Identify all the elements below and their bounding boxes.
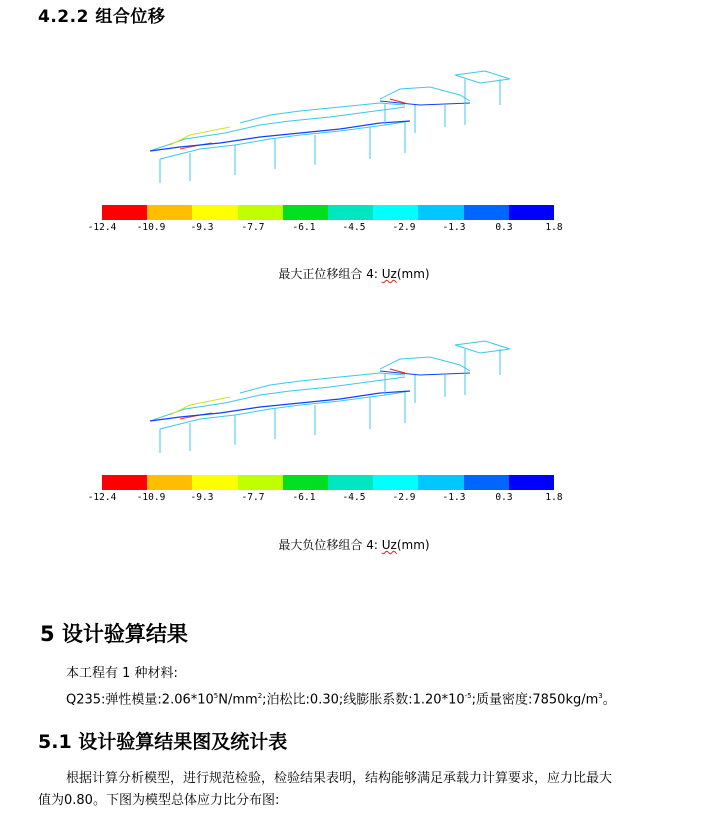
color-legend-bar-1 — [102, 205, 554, 220]
legend-tick: -9.3 — [190, 492, 214, 503]
legend-tick: -6.1 — [292, 492, 316, 503]
body-paragraph: 根据计算分析模型，进行规范检验，检验结果表明，结构能够满足承载力计算要求，应力比最大值为0.80。下图为模型总体应力比分布图: — [38, 771, 613, 808]
color-swatch — [102, 475, 147, 490]
color-swatch — [418, 475, 463, 490]
legend-tick: 0.3 — [495, 492, 513, 503]
legend-tick: -10.9 — [136, 222, 166, 233]
color-swatch — [509, 475, 554, 490]
color-swatch — [373, 475, 418, 490]
legend-tick: 1.8 — [545, 492, 563, 503]
section-heading-4-2-2: 4.2.2 组合位移 — [38, 7, 166, 27]
color-legend-bar-2 — [102, 475, 554, 490]
color-swatch — [147, 475, 192, 490]
legend-tick: -1.3 — [442, 492, 466, 503]
color-swatch — [102, 205, 147, 220]
section-heading-5-1: 5.1 设计验算结果图及统计表 — [38, 731, 288, 753]
color-swatch — [464, 475, 509, 490]
color-swatch — [192, 475, 237, 490]
material-q235-line: Q235:弹性模量$:2.06*10^5N/mm^2$;泊松比:0.30;线膨胀系数$:1.20*10^{-5}$;质量密度$:7850kg/m^3$。 — [66, 692, 616, 708]
legend-tick: -12.4 — [87, 492, 117, 503]
legend-tick: -4.5 — [342, 222, 366, 233]
figure-caption-2: 最大负位移组合 4: Uz(mm) — [278, 538, 430, 552]
color-swatch — [509, 205, 554, 220]
legend-tick: 0.3 — [495, 222, 513, 233]
color-swatch — [238, 475, 283, 490]
color-swatch — [192, 205, 237, 220]
structure-model-figure-2 — [140, 335, 520, 465]
color-swatch — [464, 205, 509, 220]
color-legend-ticks-1 — [80, 222, 580, 234]
color-swatch — [283, 475, 328, 490]
color-swatch — [147, 205, 192, 220]
legend-tick: -2.9 — [392, 222, 416, 233]
color-swatch — [238, 205, 283, 220]
legend-tick: 1.8 — [545, 222, 563, 233]
legend-tick: -10.9 — [136, 492, 166, 503]
legend-tick: -2.9 — [392, 492, 416, 503]
color-swatch — [418, 205, 463, 220]
structure-model-figure-1 — [140, 65, 520, 195]
legend-tick: -12.4 — [87, 222, 117, 233]
color-swatch — [373, 205, 418, 220]
figure-caption-1: 最大正位移组合 4: Uz(mm) — [278, 267, 430, 281]
legend-tick: -7.7 — [241, 222, 265, 233]
color-swatch — [328, 475, 373, 490]
materials-line: 本工程有 1 种材料: — [66, 666, 178, 681]
section-heading-5: 5 设计验算结果 — [40, 622, 188, 646]
color-swatch — [328, 205, 373, 220]
color-legend-ticks-2 — [80, 492, 580, 504]
legend-tick: -6.1 — [292, 222, 316, 233]
color-swatch — [283, 205, 328, 220]
legend-tick: -7.7 — [241, 492, 265, 503]
legend-tick: -9.3 — [190, 222, 214, 233]
legend-tick: -1.3 — [442, 222, 466, 233]
legend-tick: -4.5 — [342, 492, 366, 503]
